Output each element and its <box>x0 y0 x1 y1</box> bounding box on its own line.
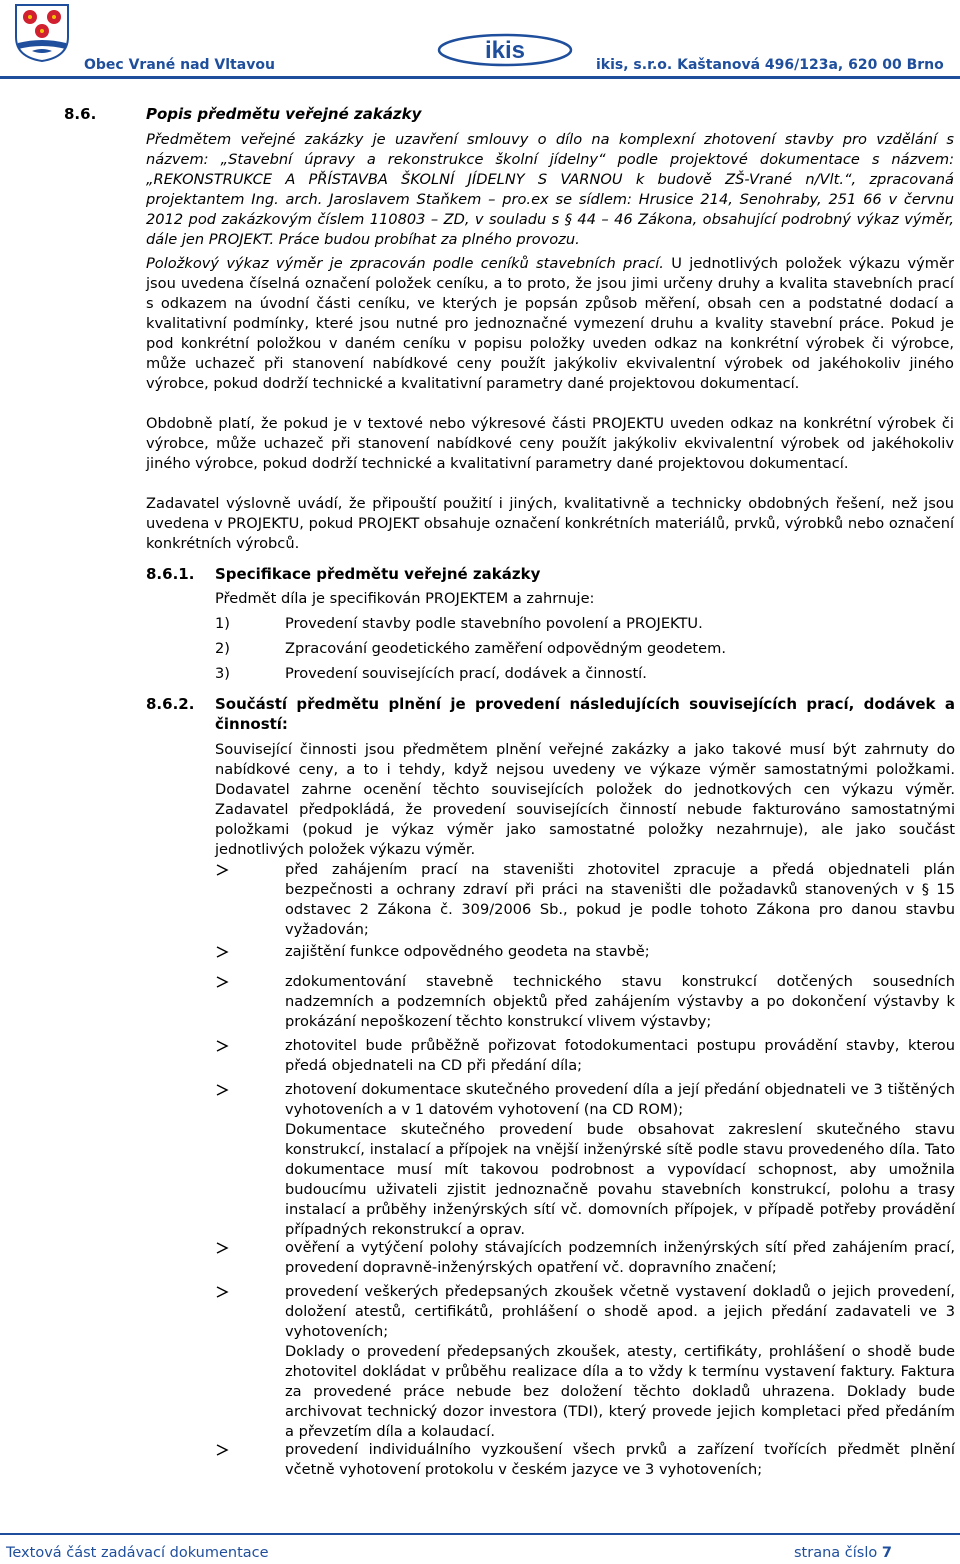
footer-page-label: strana číslo <box>794 1545 878 1561</box>
arrow-bullet-icon <box>215 1080 229 1100</box>
arrow-bullet-icon <box>215 1036 229 1056</box>
footer-divider <box>0 1533 960 1535</box>
section-number: 8.6. <box>64 105 97 123</box>
subsection-2-intro: Související činnosti jsou předmětem plnění veřejné zakázky a jako takové musí být zahrnuty do nabídkové ceny, a to i tehdy, když nejsou uvedeny ve výkaze výměr samostatnými položkami. Dodavatel zahrne ocenění těchto souvisejících položek do jednotkových cen výkazu výměr. Zadavatel předpokládá, že provedení souvisejících činností nebude fakturováno samostatnými položkami (pokud je výkaz výměr jako samostatné položky nezahrnuje), ale jako součást jednotlivých položek výkazu výměr. <box>215 741 955 858</box>
bullet-text: ověření a vytýčení polohy stávajících podzemních inženýrských sítí před zahájením prací, provedení dopravně-inženýrských opatření vč. dopravního značení; <box>285 1239 955 1276</box>
arrow-bullet-icon <box>215 972 229 992</box>
bullet-text: před zahájením prací na staveništi zhotovitel zpracuje a předá objednateli plán bezpečnosti a ochrany zdraví při práci na staveništi dle požadavků stanovených v § 15 odstavec 2 Zákona č. 309/2006 Sb., pokud je podle tohoto Zákona pro danou stavbu vyžadován; <box>285 861 955 938</box>
subsection-2-title: Součástí předmětu plnění je provedení následujících souvisejících prací, dodávek a činností: <box>215 695 955 733</box>
arrow-bullet-icon <box>215 1282 229 1302</box>
arrow-bullet-icon <box>215 860 229 880</box>
list-item-number: 1) <box>215 615 230 632</box>
list-item-text: Provedení stavby podle stavebního povolení a PROJEKTU. <box>285 615 703 632</box>
list-item-text: Zpracování geodetického zaměření odpovědným geodetem. <box>285 640 726 657</box>
subsection-1-title: Specifikace předmětu veřejné zakázky <box>215 565 541 583</box>
note-doklady: Doklady o provedení předepsaných zkoušek, atesty, certifikáty, prohlášení o shodě bude zhotovitel dokládat v průběhu realizace díla a to vždy k termínu vystavení faktury. Faktura za provedené práce nebude bez doložení těchto dokladů uhrazena. Doklady bude archivovat technický dozor investora (TDI), který provede jejich kompletaci před předáním a převzetím díla a kolaudací. <box>285 1343 955 1440</box>
arrow-bullet-icon <box>215 942 229 962</box>
arrow-bullet-icon <box>215 1440 229 1460</box>
header-company-address: ikis, s.r.o. Kaštanová 496/123a, 620 00 Brno <box>596 57 944 73</box>
list-item-number: 2) <box>215 640 230 657</box>
section-paragraph-equivalent: Obdobně platí, že pokud je v textové nebo výkresové části PROJEKTU uveden odkaz na konkrétní výrobek či výrobce, může uchazeč při stanovení nabídkové ceny použít jakýkoliv ekvivalentní výrobek od jakéhokoliv jiného výrobce, pokud dodrží technické a kvalitativní parametry dané projektovou dokumentací. <box>146 415 954 472</box>
header-divider <box>0 76 960 79</box>
municipal-crest-icon <box>14 3 70 63</box>
header-municipality: Obec Vrané nad Vltavou <box>84 57 275 73</box>
section-paragraph-alternatives: Zadavatel výslovně uvádí, že připouští použití i jiných, kvalitativně a technicky obdobných řešení, než jsou uvedena v PROJEKTU, pokud PROJEKT obsahuje označení konkrétních materiálů, prvků, výrobků nebo označení konkrétních výrobců. <box>146 495 954 552</box>
page-number: 7 <box>881 1545 892 1561</box>
bullet-text: provedení individuálního vyzkoušení všech prvků a zařízení tvořících předmět plnění včetně vyhotovení protokolu v českém jazyce ve 3 vyhotoveních; <box>285 1441 955 1478</box>
bullet-text: zajištění funkce odpovědného geodeta na stavbě; <box>285 943 650 960</box>
footer-page-number <box>794 1545 892 1561</box>
footer-document-title: Textová část zadávací dokumentace <box>6 1545 269 1561</box>
list-item-text: Provedení souvisejících prací, dodávek a činností. <box>285 665 647 682</box>
subsection-2-number: 8.6.2. <box>146 695 195 713</box>
ikis-logo-text: ikis <box>484 37 526 64</box>
bullet-text: zdokumentování stavebně technického stavu konstrukcí dotčených sousedních nadzemních a podzemních objektů před zahájením výstavby a po dokončení výstavby k prokázání nepoškození těchto konstrukcí vlivem výstavby; <box>285 973 955 1030</box>
bullet-text: zhotovitel bude průběžně pořizovat fotodokumentaci postupu provádění stavby, kterou předá objednateli na CD při předání díla; <box>285 1037 955 1074</box>
bullet-text: zhotovení dokumentace skutečného provedení díla a její předání objednateli ve 3 tištěných vyhotoveních a v 1 datovém vyhotovení (na CD ROM); <box>285 1081 955 1118</box>
ikis-logo-icon <box>436 30 574 70</box>
note-dokumentace: Dokumentace skutečného provedení bude obsahovat zakreslení skutečného stavu konstrukcí, instalací a přípojek na vnější inženýrské sítě podle stavu provedeného díla. Tato dokumentace musí mít takovou podrobnost a vypovídací schopnost, aby umožnila budoucímu uživateli zjistit jednoznačně povahu stavebních konstrukcí, polohu a trasy instalací a průběhy inženýrských sítí vč. domovních přípojek, v případě potřeby provádění případných rekonstrukcí a oprav. <box>285 1121 955 1238</box>
list-item-number: 3) <box>215 665 230 682</box>
subsection-1-number: 8.6.1. <box>146 565 195 583</box>
pricing-lead: Položkový výkaz výměr je zpracován podle ceníků stavebních prací. <box>146 255 664 272</box>
section-paragraph-subject: Předmětem veřejné zakázky je uzavření smlouvy o dílo na komplexní zhotovení stavby pro vzdělání s názvem: „Stavební úpravy a rekonstrukce školní jídelny“ podle projektové dokumentace s názvem: „REKONSTRUKCE A PŘÍSTAVBA ŠKOLNÍ JÍDELNY S VARNOU k budově ZŠ-Vrané n/Vlt.“, zpracovaná projektantem Ing. arch. Jaroslavem Staňkem – pro.ex se sídlem: Hrusice 214, Senohraby, 251 66 v červnu 2012 pod zakázkovým číslem 110803 – ZD, v souladu s § 44 – 46 Zákona, obsahující podrobný výkaz výměr, dále jen PROJEKT. Práce budou probíhat za plného provozu. <box>146 131 954 248</box>
section-title: Popis předmětu veřejné zakázky <box>146 105 422 123</box>
bullet-text: provedení veškerých předepsaných zkoušek včetně vystavení dokladů o jejich provedení, doložení atestů, certifikátů, prohlášení o shodě apod. a jejich předání zadavateli ve 3 vyhotoveních; <box>285 1283 955 1340</box>
page-header <box>0 0 960 78</box>
arrow-bullet-icon <box>215 1238 229 1258</box>
pricing-rest: U jednotlivých položek výkazu výměr jsou uvedena číselná označení položek ceníku, a to proto, že jsou jimi určeny druhy a kvalita stavebních prací s odkazem na úvodní části ceníku, ve kterých je popsán způsob měření, obsah cen a podstatné dodací a kvalitativní podmínky, které jsou nutné pro jednoznačné vymezení druhu a kvality stavební práce. Pokud je pod konkrétní položkou v daném ceníku v popisu položky uveden odkaz na konkrétní výrobek či výrobce, může uchazeč při stanovení nabídkové ceny použít jakýkoliv ekvivalentní výrobek od jakéhokoliv jiného výrobce, pokud dodrží technické a kvalitativní parametry dané projektovou dokumentací. <box>146 255 954 392</box>
section-paragraph-pricing <box>146 254 954 394</box>
subsection-1-intro: Předmět díla je specifikován PROJEKTEM a zahrnuje: <box>215 590 595 607</box>
